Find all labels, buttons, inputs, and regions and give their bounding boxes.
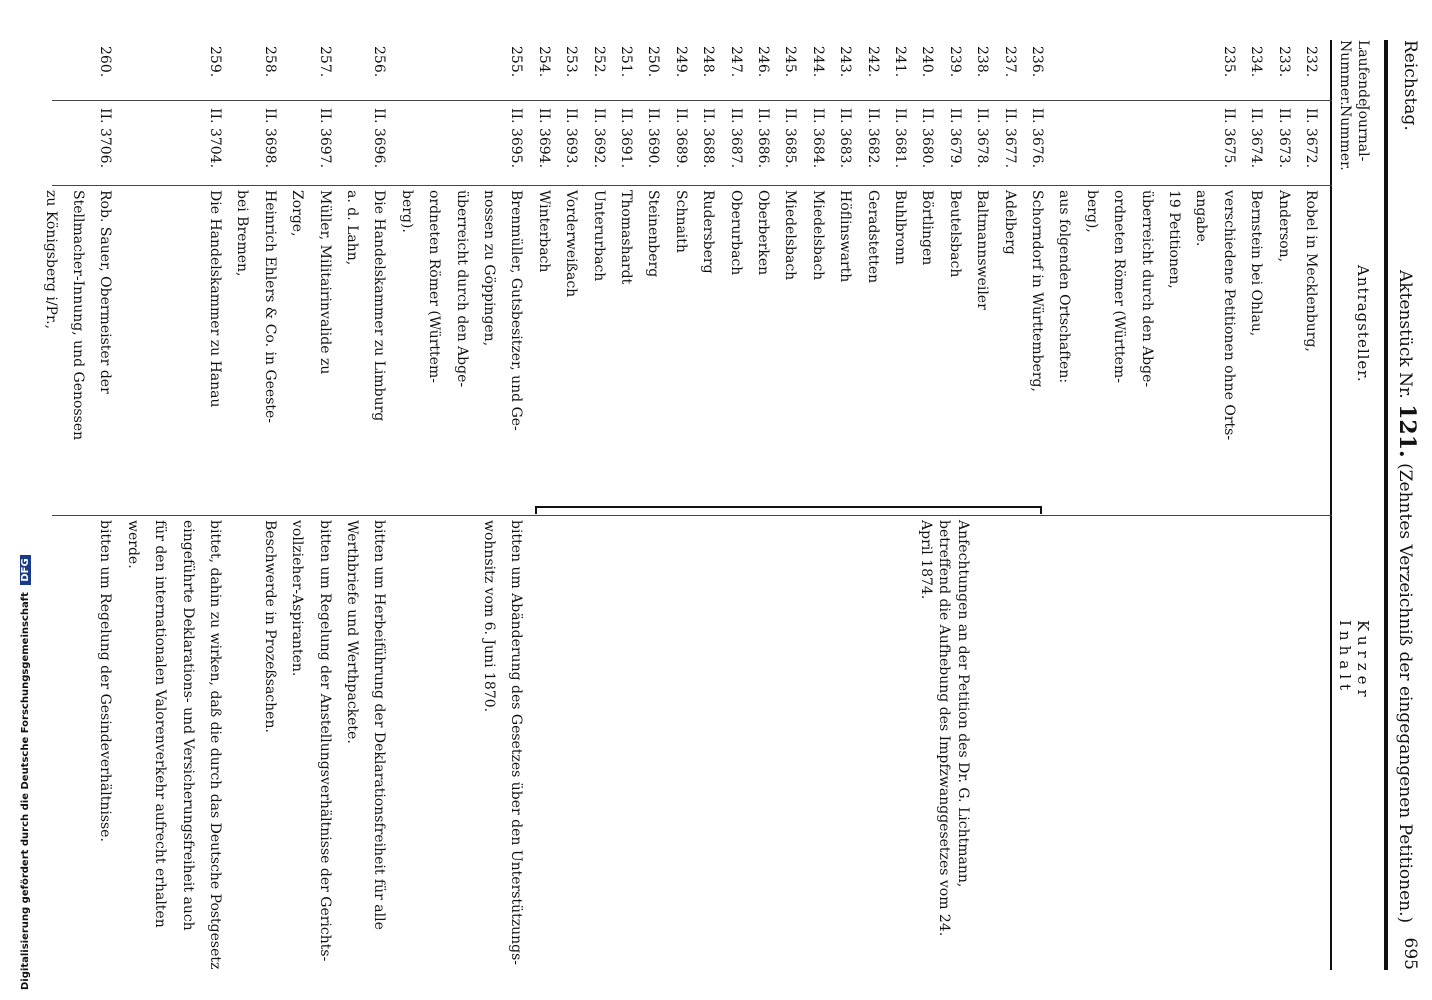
inhalt-cell: bittet, dahin zu wirken, daß die durch das Deutsche Postgesetz: [207, 520, 223, 970]
row-number: 233.: [1275, 46, 1292, 78]
inhalt-cell: bitten um Herbeiführung der Deklarationsfreiheit für alle: [371, 520, 388, 930]
inhalt-cell: wohnsitz vom 6. Juni 1870.: [481, 520, 497, 713]
antragsteller-cell: aus folgenden Ortschaften:: [1056, 190, 1073, 384]
antragsteller-cell: Unterurbach: [590, 190, 607, 282]
antragsteller-cell: zu Königsberg i/Pr.,: [42, 190, 59, 330]
journal-number: II. 3689.: [672, 108, 689, 169]
row-number: 243.: [837, 46, 854, 78]
journal-number: II. 3696.: [371, 108, 388, 169]
row-number: 239.: [946, 46, 963, 78]
row-number: 252.: [590, 46, 607, 78]
antragsteller-cell: Müller, Militairinvalide zu: [316, 190, 333, 375]
journal-number: II. 3690.: [645, 108, 662, 169]
antragsteller-cell: Adelberg: [1001, 190, 1018, 255]
antragsteller-cell: Miedelsbach: [782, 190, 799, 281]
journal-number: II. 3680.: [919, 108, 936, 169]
antragsteller-cell: 19 Petitionen,: [1166, 190, 1182, 289]
row-number: 246.: [755, 46, 771, 78]
journal-number: II. 3681.: [892, 108, 908, 169]
journal-number: II. 3688.: [700, 108, 717, 169]
column-divider: [52, 515, 1332, 516]
column-header-rule: [1330, 40, 1332, 970]
journal-number: II. 3687.: [727, 108, 744, 169]
antragsteller-cell: Rudersberg: [700, 190, 717, 274]
antragsteller-cell: Steinenberg: [645, 190, 662, 278]
inhalt-cell: bitten um Regelung der Gesindeverhältnisse.: [97, 520, 114, 842]
journal-number: II. 3691.: [618, 108, 634, 169]
row-number: 240.: [919, 46, 936, 78]
journal-number: II. 3675.: [1220, 108, 1237, 169]
antragsteller-cell: Brenmüller, Gutsbesitzer, und Ge-: [508, 190, 525, 431]
row-number: 257.: [316, 46, 333, 78]
journal-number: II. 3678.: [974, 108, 991, 169]
footer-strip: [6, 558, 31, 990]
row-number: 234.: [1248, 46, 1265, 78]
antragsteller-cell: ordneten Römer (Württem-: [426, 190, 443, 383]
journal-number: II. 3684.: [809, 108, 826, 169]
column-header-line: Laufende: [1355, 40, 1371, 107]
column-divider: [52, 100, 1332, 101]
antragsteller-cell: a. d. Lahn,: [344, 190, 360, 266]
footer-credit-text: Digitalisierung gefördert durch die Deutsche Forschungsgemeinschaft: [20, 592, 31, 990]
antragsteller-cell: Geradstetten: [864, 190, 881, 284]
header-reichstag: Reichstag.: [1400, 40, 1420, 131]
row-number: 244.: [809, 46, 826, 78]
antragsteller-cell: Die Handelskammer zu Hanau: [207, 190, 223, 408]
row-number: 232.: [1303, 46, 1319, 78]
antragsteller-cell: Beutelsbach: [946, 190, 963, 278]
bracket-note-text: Anfechtungen an der Petition des Dr. G. Lichtmann, betreffend die Aufhebung des Impfzwanggesetzes vom 24. April 1874.: [918, 520, 971, 937]
journal-number: II. 3695.: [508, 108, 525, 169]
row-number: 238.: [974, 46, 991, 78]
header-aktenstueck: [1394, 270, 1420, 923]
row-number: 260.: [97, 46, 114, 78]
antragsteller-cell: Oberurbach: [727, 190, 744, 276]
antragsteller-cell: bei Bremen,: [234, 190, 251, 277]
row-number: 256.: [371, 46, 388, 78]
journal-number: II. 3693.: [563, 108, 580, 169]
antragsteller-cell: überreicht durch den Abge-: [1138, 190, 1155, 388]
row-number: 237.: [1001, 46, 1018, 78]
journal-number: II. 3698.: [261, 108, 278, 169]
column-header-journal-nummer: [1336, 105, 1372, 175]
antragsteller-cell: Schorndorf in Württemberg,: [1029, 190, 1045, 392]
antragsteller-cell: überreicht durch den Abge-: [453, 190, 470, 388]
antragsteller-cell: Bernstein bei Ohlau,: [1248, 190, 1265, 337]
journal-number: II. 3672.: [1303, 108, 1319, 169]
antragsteller-cell: Oberberken: [755, 190, 771, 276]
journal-number: II. 3676.: [1029, 108, 1045, 169]
antragsteller-cell: Robel in Mecklenburg,: [1303, 190, 1319, 352]
header-aktenstueck-number: 121.: [1394, 404, 1420, 458]
journal-number: II. 3697.: [316, 108, 333, 169]
row-number: 253.: [563, 46, 580, 78]
journal-number: II. 3674.: [1248, 108, 1265, 169]
inhalt-cell: Beschwerde in Prozeßsachen.: [261, 520, 278, 733]
inhalt-cell: werde.: [124, 520, 141, 569]
header-rule: [1384, 40, 1388, 970]
antragsteller-cell: Heinrich Ehlers & Co. in Geeste-: [261, 190, 278, 424]
column-header-line: Nummer.: [1337, 105, 1353, 171]
journal-number: II. 3677.: [1001, 108, 1018, 169]
antragsteller-cell: Höflinswarth: [837, 190, 854, 283]
row-number: 242.: [864, 46, 881, 78]
row-number: 258.: [261, 46, 278, 78]
antragsteller-cell: Rob. Sauer, Obermeister der: [97, 190, 114, 394]
antragsteller-cell: Miedelsbach: [809, 190, 826, 281]
inhalt-cell: bitten um Regelung der Anstellungsverhältnisse der Gerichts-: [316, 520, 333, 962]
antragsteller-cell: Thomashardt: [618, 190, 634, 285]
antragsteller-cell: verschiedene Petitionen ohne Orts-: [1220, 190, 1237, 441]
footer-credit: [20, 558, 31, 990]
antragsteller-cell: ordneten Römer (Württem-: [1111, 190, 1128, 383]
inhalt-cell: für den internationalen Valorenverkehr aufrecht erhalten: [152, 520, 169, 928]
antragsteller-cell: angabe.: [1193, 190, 1210, 247]
row-number: 247.: [727, 46, 744, 78]
journal-number: II. 3679.: [946, 108, 963, 169]
journal-number: II. 3685.: [782, 108, 799, 169]
column-header-line: Journal-: [1355, 105, 1371, 162]
antragsteller-cell: Winterbach: [535, 190, 552, 273]
row-number: 255.: [508, 46, 525, 78]
inhalt-cell: bitten um Abänderung des Gesetzes über den Unterstützungs-: [508, 520, 525, 966]
journal-number: II. 3692.: [590, 108, 607, 169]
row-number: 236.: [1029, 46, 1045, 78]
column-header-inhalt: Kurzer Inhalt: [1336, 620, 1372, 702]
column-divider: [52, 185, 1332, 186]
inhalt-cell: vollzieher-Aspiranten.: [289, 520, 306, 677]
antragsteller-cell: Zorge,: [289, 190, 306, 237]
page-number: 695: [1400, 937, 1420, 970]
row-number: 250.: [645, 46, 662, 78]
column-header-antragsteller: Antragsteller.: [1354, 265, 1372, 383]
row-number: 259.: [207, 46, 223, 78]
column-header-line: Nummer.: [1337, 40, 1353, 106]
journal-number: II. 3682.: [864, 108, 881, 169]
row-number: 254.: [535, 46, 552, 78]
journal-number: II. 3683.: [837, 108, 854, 169]
row-number: 251.: [618, 46, 634, 78]
journal-number: II. 3694.: [535, 108, 552, 169]
dfg-logo: DFG: [20, 555, 31, 584]
antragsteller-cell: berg),: [1083, 190, 1100, 233]
antragsteller-cell: Die Handelskammer zu Limburg: [371, 190, 388, 422]
antragsteller-cell: nossen zu Göppingen,: [481, 190, 497, 347]
journal-number: II. 3706.: [97, 108, 114, 169]
inhalt-cell: eingeführte Deklarations- und Versicherungsfreiheit auch: [179, 520, 196, 931]
antragsteller-cell: Baltmannsweiler: [974, 190, 991, 310]
row-number: 248.: [700, 46, 717, 78]
antragsteller-cell: Börtlingen: [919, 190, 936, 266]
journal-number: II. 3704.: [207, 108, 223, 169]
inhalt-cell: Werthbriefe und Werthpackete.: [344, 520, 360, 744]
row-number: 245.: [782, 46, 799, 78]
antragsteller-cell: berg).: [398, 190, 415, 233]
row-number: 249.: [672, 46, 689, 78]
antragsteller-cell: Vorderweißach: [563, 190, 580, 298]
row-number: 235.: [1220, 46, 1237, 78]
antragsteller-cell: Anderson,: [1275, 190, 1292, 263]
column-header-laufende-nummer: [1336, 40, 1372, 107]
antragsteller-cell: Buhlbronn: [892, 190, 908, 265]
bracket-line: [535, 506, 1042, 514]
page-header: [1392, 40, 1426, 970]
journal-number: II. 3686.: [755, 108, 771, 169]
row-number: 241.: [892, 46, 908, 78]
journal-number: II. 3673.: [1275, 108, 1292, 169]
antragsteller-cell: Schnaith: [672, 190, 689, 253]
header-aktenstueck-title: (Zehntes Verzeichniß der eingegangenen Petitionen.): [1395, 463, 1415, 924]
header-aktenstueck-label: Aktenstück Nr.: [1395, 270, 1415, 399]
antragsteller-cell: Stellmacher-Innung, und Genossen: [70, 190, 86, 441]
